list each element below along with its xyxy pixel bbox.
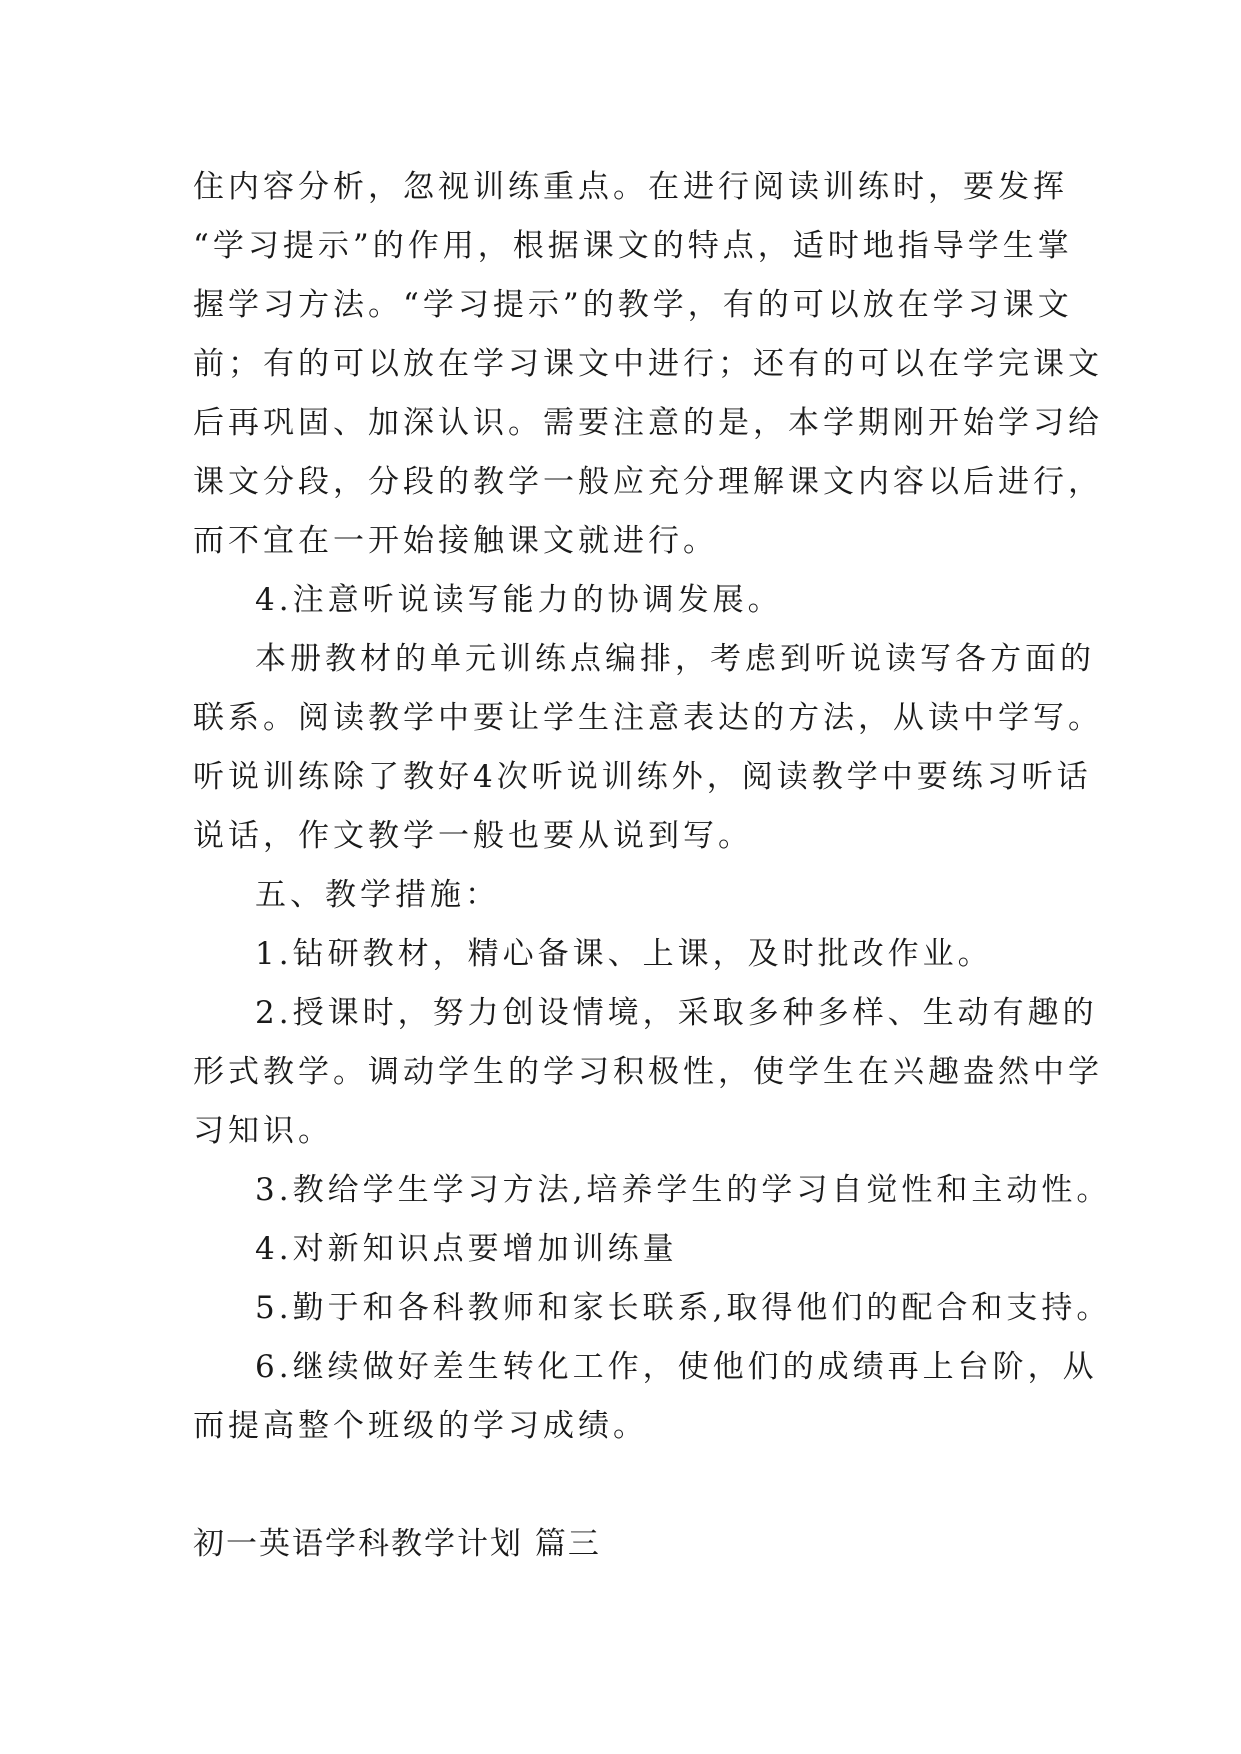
list-item: 3.教给学生学习方法,培养学生的学习自觉性和主动性。 [255, 1172, 1112, 1208]
paragraph-line: 而提高整个班级的学习成绩。 [193, 1408, 648, 1444]
paragraph-line: 形式教学。调动学生的学习积极性，使学生在兴趣盎然中学 [193, 1054, 1103, 1090]
paragraph-line: 听说训练除了教好4次听说训练外，阅读教学中要练习听话 [193, 759, 1092, 795]
paragraph-line: 住内容分析，忽视训练重点。在进行阅读训练时，要发挥 [193, 169, 1068, 205]
section-subheading: 五、教学措施： [255, 877, 500, 913]
list-item: 6.继续做好差生转化工作，使他们的成绩再上台阶，从 [255, 1349, 1098, 1385]
list-item: 5.勤于和各科教师和家长联系,取得他们的配合和支持。 [255, 1290, 1112, 1326]
paragraph-line: 习知识。 [193, 1113, 333, 1149]
list-item: 2.授课时，努力创设情境，采取多种多样、生动有趣的 [255, 995, 1098, 1031]
paragraph-line: 联系。阅读教学中要让学生注意表达的方法，从读中学写。 [193, 700, 1103, 736]
paragraph-line: 说话，作文教学一般也要从说到写。 [193, 818, 753, 854]
list-item: 1.钻研教材，精心备课、上课，及时批改作业。 [255, 936, 993, 972]
section-heading: 初一英语学科教学计划 篇三 [193, 1526, 601, 1562]
list-item: 4.对新知识点要增加训练量 [255, 1231, 678, 1267]
paragraph-line: 握学习方法。“学习提示”的教学，有的可以放在学习课文 [193, 287, 1073, 323]
paragraph-line: 后再巩固、加深认识。需要注意的是，本学期刚开始学习给 [193, 405, 1103, 441]
paragraph-line: 前；有的可以放在学习课文中进行；还有的可以在学完课文 [193, 346, 1103, 382]
document-body [193, 158, 1112, 1574]
paragraph-line: “学习提示”的作用，根据课文的特点，适时地指导学生掌 [193, 228, 1073, 264]
paragraph-line: 课文分段，分段的教学一般应充分理解课文内容以后进行， [193, 464, 1103, 500]
paragraph-line: 本册教材的单元训练点编排，考虑到听说读写各方面的 [255, 641, 1095, 677]
paragraph-line: 4.注意听说读写能力的协调发展。 [255, 582, 783, 618]
blank-spacer [193, 1456, 1073, 1515]
paragraph-line: 而不宜在一开始接触课文就进行。 [193, 523, 718, 559]
